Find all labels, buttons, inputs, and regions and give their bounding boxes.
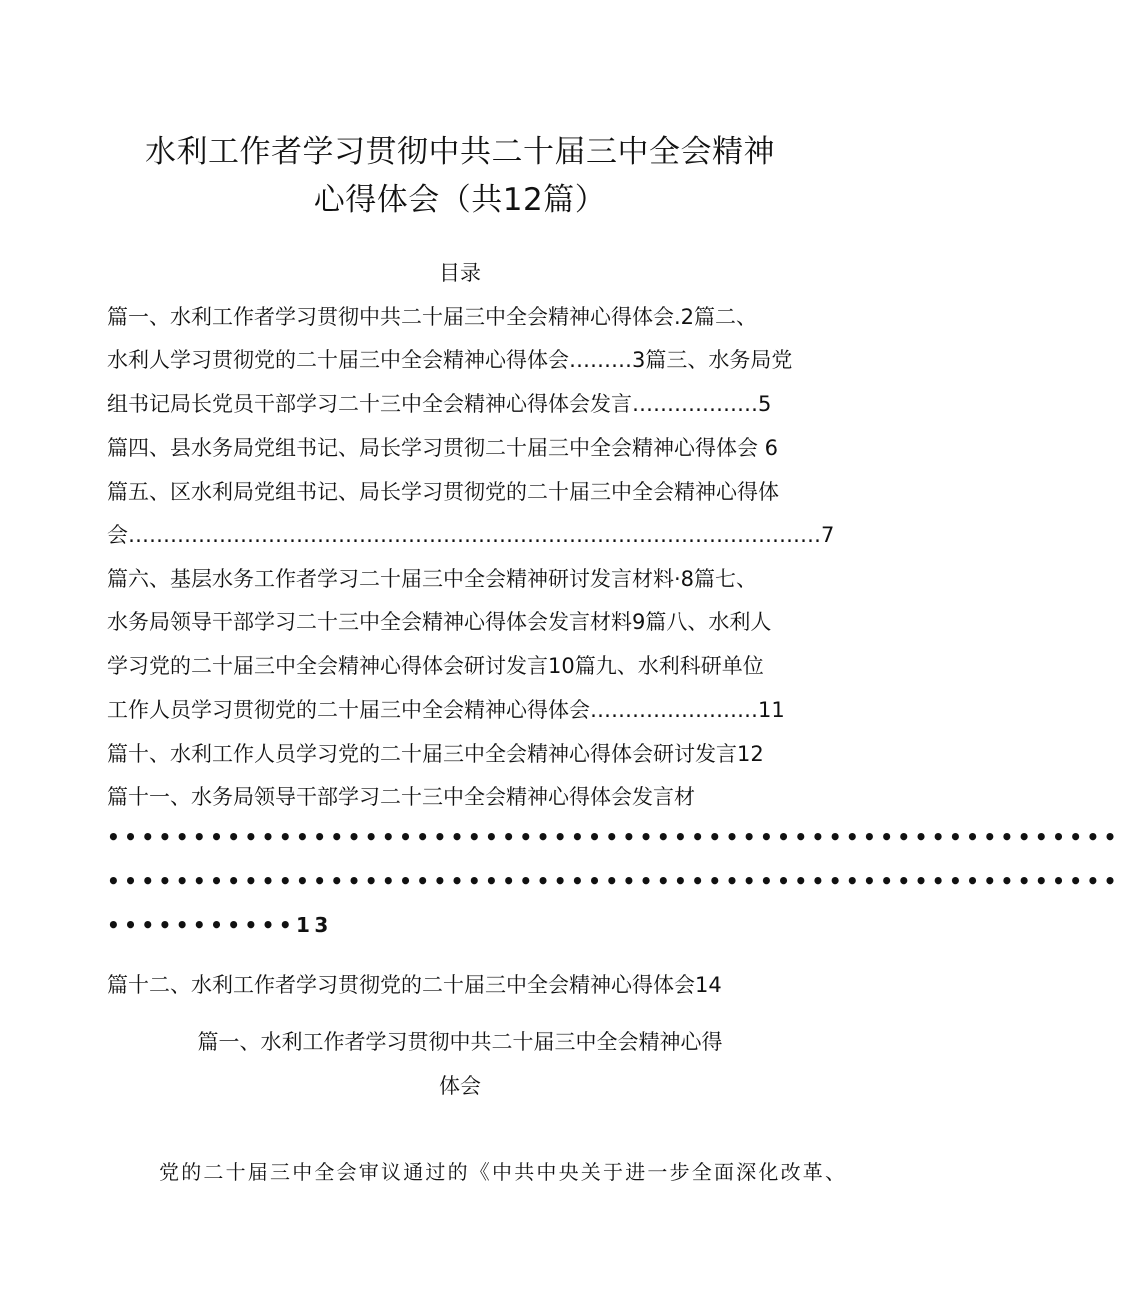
- toc-line[interactable]: 学习党的二十届三中全会精神心得体会研讨发言10篇九、水利科研单位: [107, 654, 764, 678]
- section-title-line-2: 体会: [439, 1074, 481, 1098]
- body-paragraph: 党的二十届三中全会审议通过的《中共中央关于进一步全面深化改革、: [159, 1160, 848, 1184]
- toc-line[interactable]: 篇四、县水务局党组书记、局长学习贯彻二十届三中全会精神心得体会 6: [107, 436, 779, 460]
- toc-heading: 目录: [439, 261, 481, 285]
- toc-line[interactable]: 篇十二、水利工作者学习贯彻党的二十届三中全会精神心得体会14: [107, 973, 722, 997]
- toc-leader-dots: •••••••••••••••••••••••••••••••••••••••••••••••••••••••••••: [107, 869, 1121, 893]
- toc-line[interactable]: 篇十一、水务局领导干部学习二十三中全会精神心得体会发言材: [107, 785, 695, 809]
- toc-leader-dots: •••••••••••13: [107, 913, 333, 937]
- section-title-line-1: 篇一、水利工作者学习贯彻中共二十届三中全会精神心得: [197, 1030, 723, 1054]
- toc-line[interactable]: 篇十、水利工作人员学习党的二十届三中全会精神心得体会研讨发言12: [107, 742, 764, 766]
- toc-line[interactable]: 篇六、基层水务工作者学习二十届三中全会精神研讨发言材料·8篇七、: [107, 567, 758, 591]
- toc-line[interactable]: 工作人员学习贯彻党的二十届三中全会精神心得体会……………………11: [107, 698, 785, 722]
- toc-line[interactable]: 篇一、水利工作者学习贯彻中共二十届三中全会精神心得体会.2篇二、: [107, 305, 758, 329]
- document-title-line-1: 水利工作者学习贯彻中共二十届三中全会精神: [145, 134, 775, 170]
- toc-line[interactable]: 水务局领导干部学习二十三中全会精神心得体会发言材料9篇八、水利人: [107, 610, 772, 634]
- toc-leader-dots: •••••••••••••••••••••••••••••••••••••••••••••••••••••••••••: [107, 825, 1121, 849]
- toc-line[interactable]: 篇五、区水利局党组书记、局长学习贯彻党的二十届三中全会精神心得体: [107, 480, 779, 504]
- toc-line[interactable]: 水利人学习贯彻党的二十届三中全会精神心得体会………3篇三、水务局党: [107, 348, 793, 372]
- toc-line[interactable]: 组书记局长党员干部学习二十三中全会精神心得体会发言………………5: [107, 392, 772, 416]
- toc-line[interactable]: 会………………………………………………………………………………………7: [107, 523, 835, 547]
- document-title-line-2: 心得体会（共12篇）: [313, 182, 607, 218]
